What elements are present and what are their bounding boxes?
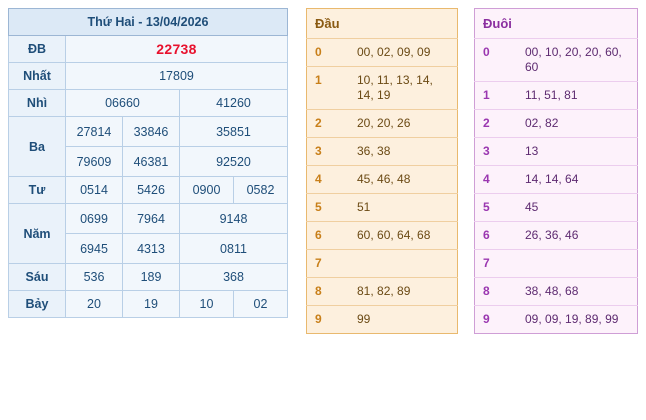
dau-row-8: [307, 278, 458, 306]
prize-nhi-1: 06660: [66, 90, 180, 117]
prize-ba-6: 92520: [180, 147, 288, 177]
main-result-table: [8, 8, 288, 318]
table-row-tu: [9, 177, 288, 204]
prize-ba-4: 79609: [66, 147, 123, 177]
duoi-header-row: [475, 9, 638, 39]
dau-key-4: 4: [307, 166, 350, 194]
dau-row-0: [307, 39, 458, 67]
table-row-sau: [9, 264, 288, 291]
prize-sau-1: 536: [66, 264, 123, 291]
result-date-title: Thứ Hai - 13/04/2026: [9, 9, 288, 36]
table-row-ba-a: [9, 117, 288, 147]
prize-nam-3: 9148: [180, 204, 288, 234]
dau-key-3: 3: [307, 138, 350, 166]
dau-value-6: 60, 60, 64, 68: [349, 222, 458, 250]
duoi-key-7: 7: [475, 250, 518, 278]
dau-value-1: 10, 11, 13, 14, 14, 19: [349, 67, 458, 110]
dau-value-7: [349, 250, 458, 278]
duoi-key-2: 2: [475, 110, 518, 138]
prize-tu-1: 0514: [66, 177, 123, 204]
dau-row-1: [307, 67, 458, 110]
duoi-value-7: [517, 250, 638, 278]
duoi-row-0: [475, 39, 638, 82]
prize-bay-3-4: [180, 291, 288, 318]
dau-row-2: [307, 110, 458, 138]
dau-row-4: [307, 166, 458, 194]
prize-db-1: 22738: [66, 36, 288, 63]
dau-key-0: 0: [307, 39, 350, 67]
prize-ba-1: 27814: [66, 117, 123, 147]
prize-bay-2: 19: [123, 291, 180, 318]
dau-value-0: 00, 02, 09, 09: [349, 39, 458, 67]
row-label-nam: Năm: [9, 204, 66, 264]
prize-ba-5: 46381: [123, 147, 180, 177]
prize-nhat-1: 17809: [66, 63, 288, 90]
prize-sau-3: 368: [180, 264, 288, 291]
row-label-nhi: Nhì: [9, 90, 66, 117]
duoi-key-4: 4: [475, 166, 518, 194]
duoi-value-2: 02, 82: [517, 110, 638, 138]
dau-row-5: [307, 194, 458, 222]
duoi-key-9: 9: [475, 306, 518, 334]
table-header-row: [9, 9, 288, 36]
table-row-bay: [9, 291, 288, 318]
dau-title: Đầu: [315, 16, 340, 31]
duoi-row-7: [475, 250, 638, 278]
duoi-table: [474, 8, 638, 334]
dau-row-7: [307, 250, 458, 278]
dau-row-9: [307, 306, 458, 334]
table-row-db: [9, 36, 288, 63]
prize-nhi-2: 41260: [180, 90, 288, 117]
dau-row-3: [307, 138, 458, 166]
duoi-row-9: [475, 306, 638, 334]
row-label-tu: Tư: [9, 177, 66, 204]
duoi-title: Đuôi: [483, 16, 512, 31]
prize-nam-5: 4313: [123, 234, 180, 264]
duoi-key-6: 6: [475, 222, 518, 250]
row-label-db: ĐB: [9, 36, 66, 63]
dau-key-7: 7: [307, 250, 350, 278]
table-row-nhi: [9, 90, 288, 117]
row-label-nhat: Nhất: [9, 63, 66, 90]
dau-table: [306, 8, 458, 334]
dau-key-1: 1: [307, 67, 350, 110]
duoi-value-5: 45: [517, 194, 638, 222]
dau-key-8: 8: [307, 278, 350, 306]
prize-sau-2: 189: [123, 264, 180, 291]
prize-bay-3: 10: [180, 291, 234, 317]
duoi-row-5: [475, 194, 638, 222]
dau-value-8: 81, 82, 89: [349, 278, 458, 306]
duoi-row-2: [475, 110, 638, 138]
dau-value-2: 20, 20, 26: [349, 110, 458, 138]
duoi-value-4: 14, 14, 64: [517, 166, 638, 194]
duoi-key-1: 1: [475, 82, 518, 110]
dau-row-6: [307, 222, 458, 250]
dau-value-9: 99: [349, 306, 458, 334]
prize-bay-1: 20: [66, 291, 123, 318]
duoi-value-9: 09, 09, 19, 89, 99: [517, 306, 638, 334]
prize-nam-2: 7964: [123, 204, 180, 234]
dau-value-5: 51: [349, 194, 458, 222]
row-label-ba: Ba: [9, 117, 66, 177]
dau-header-row: [307, 9, 458, 39]
prize-tu-2: 5426: [123, 177, 180, 204]
prize-ba-3: 35851: [180, 117, 288, 147]
duoi-key-0: 0: [475, 39, 518, 82]
row-label-sau: Sáu: [9, 264, 66, 291]
prize-bay-4: 02: [253, 297, 268, 311]
duoi-key-8: 8: [475, 278, 518, 306]
dau-key-9: 9: [307, 306, 350, 334]
duoi-row-1: [475, 82, 638, 110]
prize-nam-1: 0699: [66, 204, 123, 234]
duoi-value-8: 38, 48, 68: [517, 278, 638, 306]
dau-key-5: 5: [307, 194, 350, 222]
dau-key-6: 6: [307, 222, 350, 250]
prize-tu-3-4: [180, 177, 288, 204]
duoi-row-6: [475, 222, 638, 250]
dau-value-4: 45, 46, 48: [349, 166, 458, 194]
prize-nam-4: 6945: [66, 234, 123, 264]
prize-tu-4: 0582: [246, 183, 275, 197]
duoi-row-4: [475, 166, 638, 194]
duoi-value-1: 11, 51, 81: [517, 82, 638, 110]
duoi-value-3: 13: [517, 138, 638, 166]
table-row-nhat: [9, 63, 288, 90]
row-label-bay: Bảy: [9, 291, 66, 318]
duoi-key-5: 5: [475, 194, 518, 222]
duoi-row-8: [475, 278, 638, 306]
duoi-key-3: 3: [475, 138, 518, 166]
duoi-value-0: 00, 10, 20, 20, 60, 60: [517, 39, 638, 82]
prize-ba-2: 33846: [123, 117, 180, 147]
prize-nam-6: 0811: [180, 234, 288, 264]
dau-key-2: 2: [307, 110, 350, 138]
duoi-row-3: [475, 138, 638, 166]
dau-value-3: 36, 38: [349, 138, 458, 166]
table-row-nam-a: [9, 204, 288, 234]
prize-tu-3: 0900: [180, 177, 234, 203]
duoi-value-6: 26, 36, 46: [517, 222, 638, 250]
